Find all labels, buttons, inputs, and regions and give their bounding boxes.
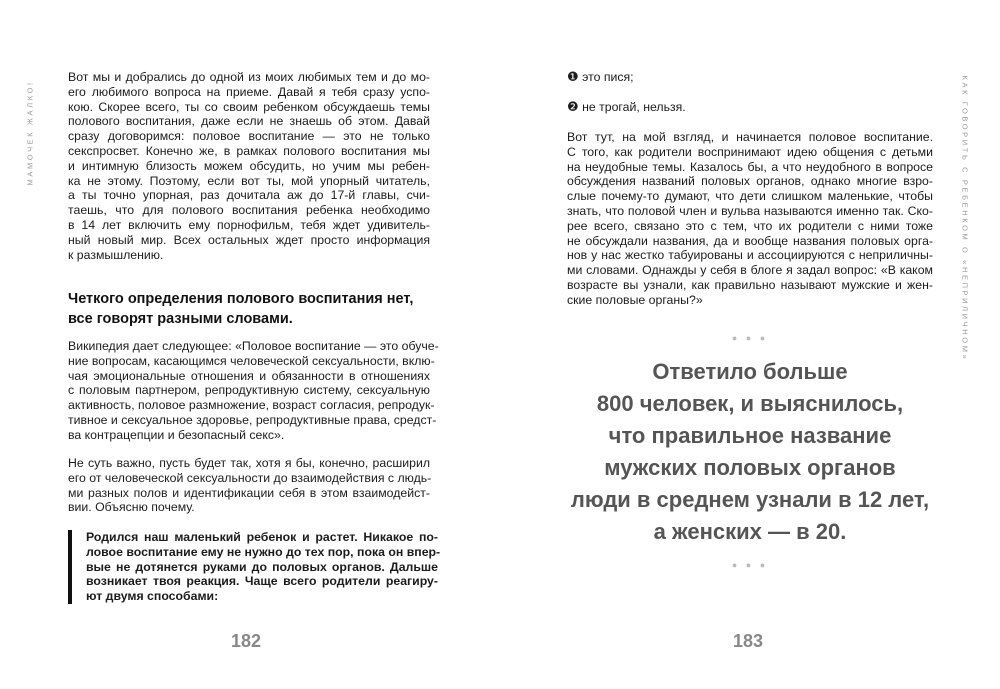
text-line: Не суть важно, пусть будет так, хотя я бы, конечно, расширил — [68, 456, 430, 470]
text-line: ка не этому. Поэтому, если вот ты, мой упорный читатель, — [68, 173, 430, 188]
separator-dots: ● ● ● — [731, 333, 769, 343]
text-line: кою. Скорее всего, ты со своим ребенком обсуждаешь темы — [68, 99, 430, 114]
pull-quote — [520, 356, 980, 548]
text-line: Вот тут, на мой взгляд, и начинается половое воспитание. — [567, 130, 933, 144]
section-heading — [68, 289, 430, 329]
text-line: активность, половое размножение, возраст согласия, репродук- — [68, 398, 435, 413]
number-one-marker: ❶ — [567, 69, 579, 84]
text-line: 800 человек, и выяснилось, — [596, 391, 904, 416]
text-line: вые не дотянется руками до половых органов. Дальше — [86, 559, 438, 574]
text-line: а женских — в 20. — [653, 519, 847, 544]
text-line: Родился наш маленький ребенок и растет. Никакое по- — [86, 530, 438, 544]
text-line: рее всего, связано это с тем, что их родители с ними тоже — [567, 218, 933, 233]
text-line: ние вопросам, касающимся человеческой сексуальности, вклю- — [68, 353, 435, 368]
opinion-paragraph — [68, 456, 430, 515]
intro-paragraph — [68, 70, 430, 262]
text-line: мужских половых органов — [604, 455, 896, 480]
text-line: чая эмоциональные отношения и обязанности в отношениях — [68, 368, 430, 383]
text-line: Ответило больше — [652, 359, 848, 384]
page-number-right: 183 — [732, 631, 764, 651]
text-line: ские половые органы?» — [567, 292, 703, 307]
text-line: возникает твоя реакция. Чаще всего родители реагиру- — [86, 574, 438, 589]
text-line: ный новый мир. Всех остальных ждет просто информация — [68, 232, 430, 247]
text-line: ловое воспитание ему не нужно до тех пор, пока он впер- — [86, 544, 441, 559]
text-line: нов у нас жестко табуированы и ассоциируются с неприличны- — [567, 248, 933, 263]
number-two-marker: ❷ — [567, 99, 579, 114]
text-line: ва контрацепции и безопасный секс». — [68, 427, 285, 442]
text-line: его любимого вопроса на приеме. Давай я тебя сразу успо- — [68, 84, 430, 99]
text-line: все говорят разными словами. — [68, 311, 293, 327]
text-line: возрасте вы узнали, как правильно называют мужские и жен- — [567, 277, 933, 292]
text-line: сразу договоримся: половое воспитание — это не только — [68, 129, 430, 144]
page-number-left: 182 — [230, 631, 262, 651]
text-line: а ты точно упорная, раз дочитала аж до 17-й главы, счи- — [68, 188, 430, 203]
text-line: знать, что половой член и вульва называются именно так. Ско- — [567, 203, 933, 218]
list-item-text: не трогай, нельзя. — [582, 100, 686, 114]
text-line: вии. Объясню почему. — [68, 500, 195, 515]
text-line: Википедия дает следующее: «Половое воспитание — это обуче- — [68, 339, 439, 353]
wikipedia-paragraph — [68, 339, 439, 443]
text-line: тивное и сексуальное здоровье, репродуктивные права, средст- — [68, 412, 437, 427]
list-item — [567, 100, 933, 115]
text-line: ми словами. Однажды у себя в блоге я задал вопрос: «В каком — [567, 263, 933, 278]
text-line: полового воспитания, даже если не знаешь об этом. Давай — [68, 114, 430, 129]
text-line: обсуждения названий половых органов, однако многие взро- — [567, 174, 933, 189]
separator-dots: ● ● ● — [731, 560, 769, 570]
text-line: Четкого определения полового воспитания нет, — [68, 291, 414, 307]
text-line: в 14 лет включить ему порнофильм, тебя ждет удивитель- — [68, 217, 430, 232]
highlighted-quote — [68, 530, 441, 604]
text-line: секспросвет. Конечно же, в рамках полового воспитания мы — [68, 143, 430, 158]
text-line: что правильное название — [608, 423, 892, 448]
text-line: к размышлению. — [68, 247, 164, 262]
body-paragraph — [567, 130, 933, 308]
text-line: не обсуждали названия, да и вообще названия половых орга- — [567, 233, 933, 248]
text-line: с половым партнером, репродуктивную систему, сексуальную — [68, 383, 430, 398]
text-line: его от человеческой сексуальности до взаимодействия с людь- — [68, 470, 432, 485]
text-line: люди в среднем узнали в 12 лет, — [570, 487, 930, 512]
text-line: Вот мы и добрались до одной из моих любимых тем и до мо- — [68, 70, 430, 84]
list-item-text: это пися; — [582, 70, 634, 84]
text-line: ми разных полов и идентификации себя в этом взаимодейст- — [68, 485, 430, 500]
running-head-right: КАК ГОВОРИТЬ С РЕБЕНКОМ О «НЕПРИЛИЧНОМ» — [960, 75, 970, 362]
running-head-left: МАМОЧЕК ЖАЛКО! — [25, 80, 35, 186]
text-line: слые почему-то думают, что дети слишком маленькие, чтобы — [567, 189, 933, 204]
text-line: ют двумя способами: — [86, 589, 219, 604]
text-line: и интимную близость можем обсудить, но учим мы ребен- — [68, 158, 430, 173]
text-line: С того, как родители воспринимают идею общения с детьми — [567, 144, 933, 159]
right-page — [500, 0, 1000, 689]
list-item — [567, 70, 933, 85]
text-line: на неудобные темы. Казалось бы, а что неудобного в вопросе — [567, 159, 933, 174]
text-line: таешь, что для полового воспитания ребенка необходимо — [68, 203, 430, 218]
